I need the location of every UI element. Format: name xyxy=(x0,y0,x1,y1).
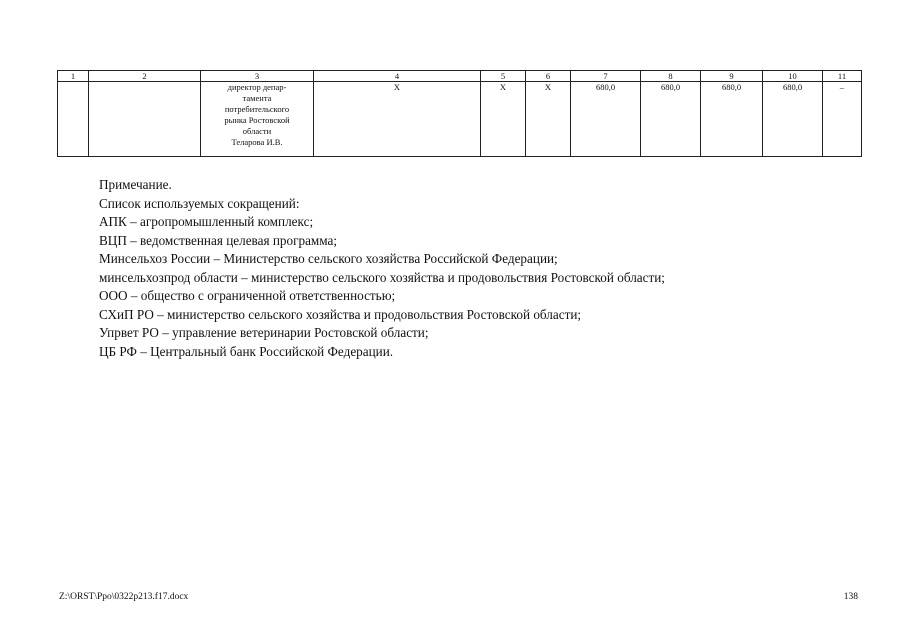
column-header-1: 1 xyxy=(58,71,89,82)
column-header-2: 2 xyxy=(89,71,201,82)
cell-3-line: тамента xyxy=(242,93,272,103)
cell-3-line: Теларова И.В. xyxy=(231,137,283,147)
column-header-7: 7 xyxy=(571,71,641,82)
abbreviation-item: минсельхозпрод области – министерство сельского хозяйства и продовольствия Ростовской области; xyxy=(99,269,665,285)
abbreviations-notes xyxy=(99,176,859,361)
cell-3-line: директор депар- xyxy=(227,82,287,92)
abbreviation-item: АПК – агропромышленный комплекс; xyxy=(99,214,314,229)
column-header-11: 11 xyxy=(823,71,862,82)
cell-3-line: рынка Ростовской xyxy=(224,115,290,125)
abbreviation-item: ООО – общество с ограниченной ответственностью; xyxy=(99,288,396,303)
table-cell-7: 680,0 xyxy=(571,82,641,157)
column-header-6: 6 xyxy=(526,71,571,82)
column-header-10: 10 xyxy=(763,71,823,82)
table-cell-11: – xyxy=(823,82,862,157)
abbreviations-heading: Список используемых сокращений: xyxy=(99,195,300,211)
abbreviation-item: ВЦП – ведомственная целевая программа; xyxy=(99,232,338,248)
abbreviation-item: ЦБ РФ – Центральный банк Российской Федерации. xyxy=(99,343,394,359)
column-header-5: 5 xyxy=(481,71,526,82)
column-header-3: 3 xyxy=(201,71,314,82)
table-row xyxy=(58,82,862,157)
abbreviation-item: СХиП РО – министерство сельского хозяйства и продовольствия Ростовской области; xyxy=(99,306,582,322)
abbreviation-item: Минсельхоз России – Министерство сельского хозяйства Российской Федерации; xyxy=(99,251,558,266)
column-header-4: 4 xyxy=(314,71,481,82)
table-cell-10: 680,0 xyxy=(763,82,823,157)
table-cell-5: X xyxy=(481,82,526,157)
table-cell-8: 680,0 xyxy=(641,82,701,157)
table-cell-1 xyxy=(58,82,89,157)
table-header-row xyxy=(58,71,862,82)
table-cell-3 xyxy=(201,82,314,157)
data-table xyxy=(57,70,862,157)
cell-3-line: потребительского xyxy=(224,104,290,114)
note-title: Примечание. xyxy=(99,177,172,192)
table-cell-4: X xyxy=(314,82,481,157)
footer-file-path: Z:\ORST\Ppo\0322p213.f17.docx xyxy=(59,592,189,602)
column-header-9: 9 xyxy=(701,71,763,82)
table-cell-9: 680,0 xyxy=(701,82,763,157)
table-cell-2 xyxy=(89,82,201,157)
cell-3-line: области xyxy=(242,126,272,136)
column-header-8: 8 xyxy=(641,71,701,82)
abbreviation-item: Упрвет РО – управление ветеринарии Ростовской области; xyxy=(99,325,429,340)
page-number: 138 xyxy=(843,592,858,602)
table-cell-6: X xyxy=(526,82,571,157)
